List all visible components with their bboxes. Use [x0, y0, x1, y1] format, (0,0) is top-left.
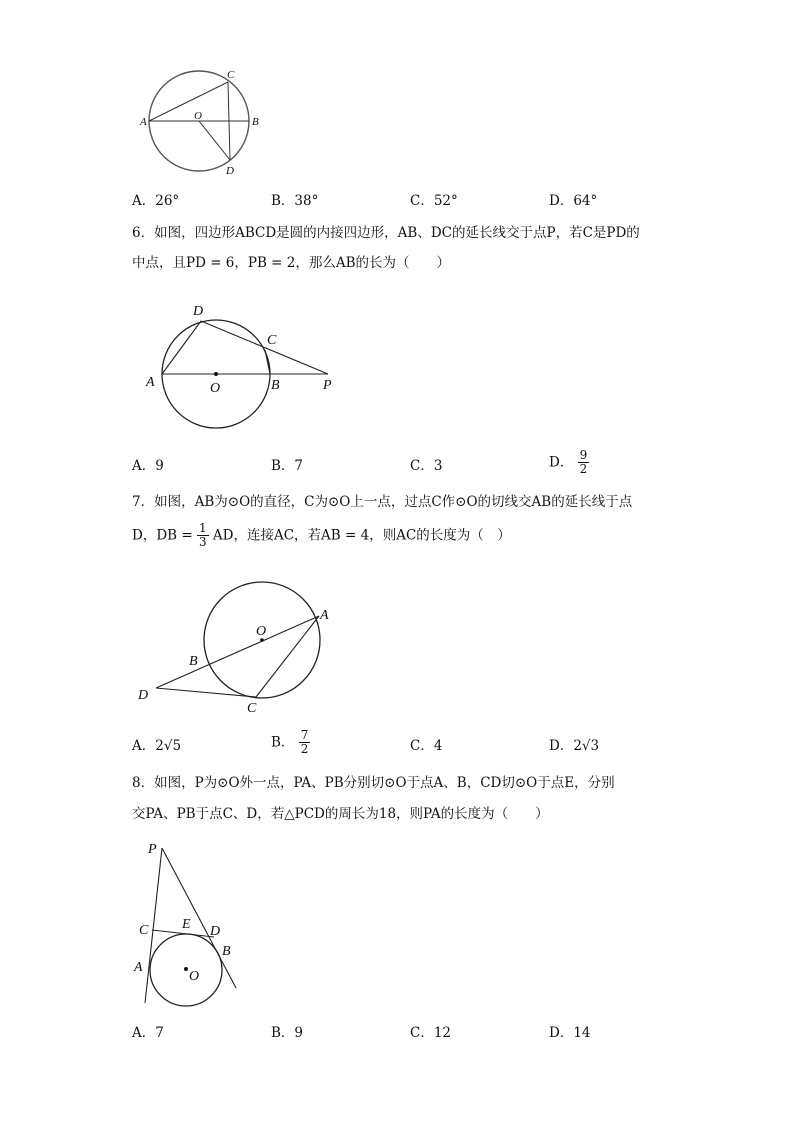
q8-option-a[interactable]: A．7 [132, 1025, 164, 1041]
q6-option-d[interactable] [549, 449, 589, 476]
q5-label-a: A [140, 116, 147, 128]
q8-option-d[interactable]: D．14 [549, 1025, 591, 1041]
q6-stem-line2: 中点，且PD = 6，PB = 2，那么AB的长为（ ） [132, 255, 451, 271]
q6-chord-ad [162, 321, 201, 374]
q6-option-d-fraction [578, 449, 590, 476]
q7-option-a[interactable]: A．2√5 [132, 738, 182, 754]
q6-label-p: P [323, 378, 332, 393]
q8-label-p: P [148, 842, 157, 857]
q6-option-c[interactable]: C．3 [410, 458, 443, 474]
q5-option-a[interactable]: A．26° [132, 193, 180, 209]
q7-stem-line1: 7．如图，AB为⊙O的直径，C为⊙O上一点，过点C作⊙O的切线交AB的延长线于点 [132, 494, 633, 510]
q6-stem-line1: 6．如图，四边形ABCD是圆的内接四边形，AB、DC的延长线交于点P，若C是PD的 [132, 225, 640, 241]
q7-option-d[interactable]: D．2√3 [549, 738, 600, 754]
q7-label-a: A [320, 608, 329, 623]
q6-center-dot [214, 372, 218, 376]
q7-option-b-denominator: 2 [300, 742, 309, 756]
q6-option-d-denominator: 2 [579, 462, 588, 476]
q5-option-d[interactable]: D．64° [549, 193, 598, 209]
q5-label-d: D [226, 165, 234, 177]
q6-option-a[interactable]: A．9 [132, 458, 164, 474]
q7-stem-fraction-num: 1 [198, 521, 207, 535]
q7-option-b[interactable] [271, 729, 310, 756]
q6-figure [140, 298, 350, 433]
q8-stem-line1: 8．如图，P为⊙O外一点，PA、PB分别切⊙O于点A、B，CD切⊙O于点E，分别 [132, 775, 615, 791]
q5-radius-od [199, 121, 230, 160]
q5-option-b[interactable]: B．38° [271, 193, 319, 209]
q8-option-c[interactable]: C．12 [410, 1025, 452, 1041]
q7-stem-fraction-den: 3 [198, 535, 207, 549]
q7-label-c: C [247, 701, 257, 716]
q8-figure [130, 838, 250, 1010]
q7-option-b-fraction [299, 729, 311, 756]
q7-option-b-numerator: 7 [300, 728, 309, 742]
q6-label-c: C [267, 333, 277, 348]
q8-tangent-pb [162, 848, 236, 988]
q6-label-b: B [271, 378, 280, 393]
q8-label-o: O [189, 969, 200, 984]
q8-option-b[interactable]: B．9 [271, 1025, 304, 1041]
q7-tangent-dc [156, 688, 256, 697]
q6-option-d-numerator: 9 [579, 448, 588, 462]
q7-figure [130, 575, 340, 720]
q5-option-c[interactable]: C．52° [410, 193, 458, 209]
q7-line-da [156, 616, 319, 688]
q5-label-b: B [252, 116, 259, 128]
q6-option-d-prefix: D． [549, 454, 574, 471]
q6-option-b[interactable]: B．7 [271, 458, 304, 474]
q8-label-e: E [182, 917, 191, 932]
q5-label-c: C [227, 69, 235, 81]
q8-stem-line2: 交PA、PB于点C、D，若△PCD的周长为18，则PA的长度为（ ） [132, 806, 549, 822]
q6-label-a: A [146, 375, 155, 390]
q7-option-c[interactable]: C．4 [410, 738, 443, 754]
q7-stem-fraction [197, 522, 209, 549]
q8-center-dot [184, 967, 188, 971]
q6-label-o: O [210, 381, 221, 396]
q7-option-b-prefix: B． [271, 734, 295, 751]
q6-line-dp [201, 321, 328, 374]
q5-label-o: O [194, 110, 202, 122]
q5-figure [130, 60, 270, 180]
q7-label-o: O [256, 624, 267, 639]
q6-label-d: D [193, 304, 204, 319]
q8-label-d: D [210, 924, 221, 939]
q7-stem-line2-prefix: D，DB = [132, 527, 193, 544]
q7-label-b: B [189, 654, 198, 669]
q8-label-c: C [139, 923, 149, 938]
q8-label-a: A [134, 960, 143, 975]
q7-stem-line2-suffix: AD，连接AC，若AB = 4，则AC的长度为（ ） [212, 527, 511, 544]
q7-stem-line2 [132, 522, 511, 549]
q7-label-d: D [138, 688, 149, 703]
q8-label-b: B [222, 944, 231, 959]
